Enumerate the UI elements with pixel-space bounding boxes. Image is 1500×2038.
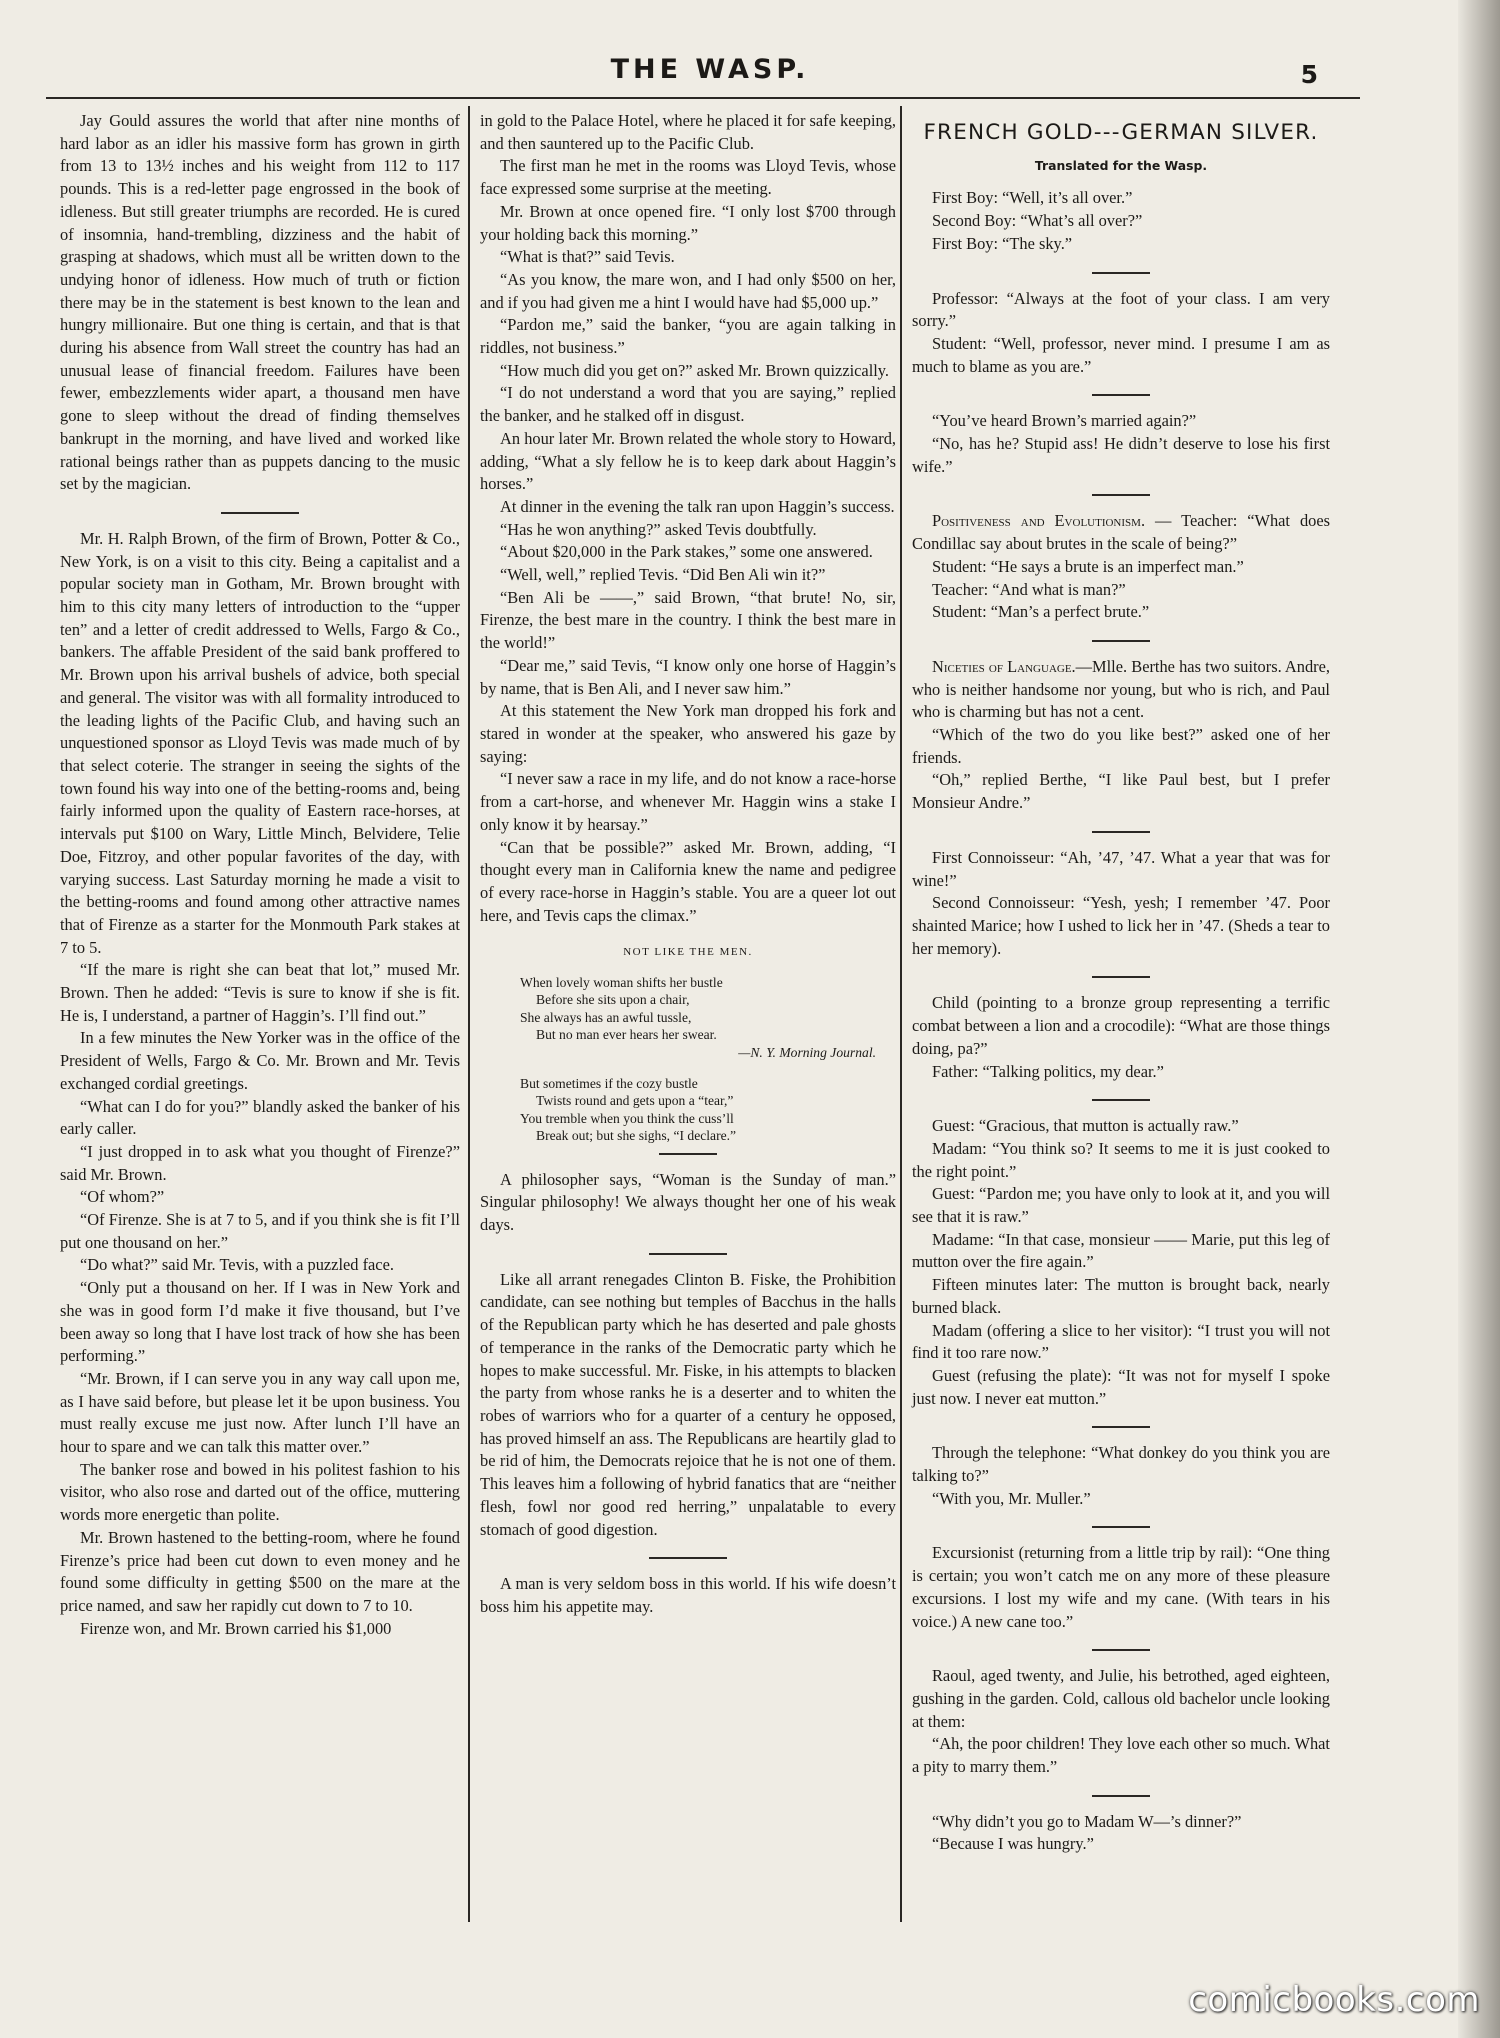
paragraph: “Only put a thousand on her. If I was in New York and she was in good form I’d make it five thousand, but I’ve been away so long that I have lost track of how she has been performing.” [60, 1278, 460, 1366]
section-separator [659, 1153, 717, 1155]
dialog-line: Second Boy: “What’s all over?” [932, 211, 1143, 231]
dialog-text: —Mlle. Berthe has two suitors. Andre, who is neither handsome nor young, but who is rich, and Paul who is charming but has not a cent. [912, 656, 1330, 722]
section-separator [221, 512, 299, 514]
paragraph: “Ben Ali be ——,” said Brown, “that brute! No, sir, Firenze, the best mare in the country. I think the best mare in the world!” [480, 587, 896, 653]
dialog-line: Father: “Talking politics, my dear.” [932, 1061, 1164, 1081]
dialog-line: “Ah, the poor children! They love each other so much. What a pity to marry them.” [912, 1734, 1330, 1777]
section-separator [1092, 1526, 1150, 1528]
section-title: FRENCH GOLD---GERMAN SILVER. [923, 120, 1319, 145]
section-separator [1092, 272, 1150, 274]
column-1 [60, 110, 460, 1640]
dialog-line: Second Connoisseur: “Yesh, yesh; I remember ’47. Poor shainted Marice; how I ushed to lick her in ’47. (Sheds a tear to her memory). [912, 893, 1330, 958]
poem-line: Twists round and gets upon a “tear,” [536, 1093, 734, 1109]
item-heading: Positiveness and Evolutionism. [932, 511, 1146, 531]
section-separator [1092, 494, 1150, 496]
paragraph: At this statement the New York man dropped his fork and stared in wonder at the speaker, who answered his gaze by saying: [480, 701, 896, 766]
column-divider-1 [468, 106, 470, 1922]
paragraph: “As you know, the mare won, and I had only $500 on her, and if you had given me a hint I would have had $5,000 up.” [480, 269, 896, 312]
poem-line: But sometimes if the cozy bustle [520, 1076, 698, 1092]
dialog-line: Madam (offering a slice to her visitor): “I trust you will not find it too rare now.” [912, 1320, 1330, 1363]
dialog-line: Child (pointing to a bronze group representing a terrific combat between a lion and a crocodile): “What are those things doing, pa?” [912, 993, 1330, 1058]
paragraph: At dinner in the evening the talk ran upon Haggin’s success. [500, 496, 895, 516]
section-separator [1092, 1795, 1150, 1797]
poem-line: She always has an awful tussle, [520, 1009, 692, 1025]
paragraph: A philosopher says, “Woman is the Sunday of man.” Singular philosophy! We always thought her one of his weak days. [480, 1169, 896, 1235]
dialog-line [912, 656, 1330, 724]
dialog-line: “Because I was hungry.” [932, 1834, 1094, 1854]
paragraph: “About $20,000 in the Park stakes,” some one answered. [500, 542, 873, 562]
page-number: 5 [1300, 60, 1318, 89]
dialog-line: Teacher: “And what is man?” [932, 579, 1126, 599]
poem-title: NOT LIKE THE MEN. [623, 946, 753, 959]
item-heading: Niceties of Language. [932, 656, 1076, 676]
dialog-line: Student: “He says a brute is an imperfect man.” [932, 556, 1244, 576]
column-divider-2 [900, 106, 902, 1922]
page-edge-shadow [1458, 0, 1500, 2038]
paragraph: “Well, well,” replied Tevis. “Did Ben Ali win it?” [500, 565, 826, 585]
dialog-line: Professor: “Always at the foot of your class. I am very sorry.” [912, 288, 1330, 331]
header-rule [46, 97, 1360, 99]
paragraph: in gold to the Palace Hotel, where he placed it for safe keeping, and then sauntered up to the Pacific Club. [480, 111, 896, 153]
paragraph: “I just dropped in to ask what you thought of Firenze?” said Mr. Brown. [60, 1141, 460, 1184]
dialog-line: Raoul, aged twenty, and Julie, his betrothed, aged eighteen, gushing in the garden. Cold, callous old bachelor uncle looking at them: [912, 1666, 1330, 1731]
paragraph: In a few minutes the New Yorker was in the office of the President of Wells, Fargo & Co. Mr. Brown and Mr. Tevis exchanged cordial greetings. [60, 1028, 460, 1093]
dialog-line: Through the telephone: “What donkey do you think you are talking to?” [912, 1443, 1330, 1486]
poem-line: Break out; but she sighs, “I declare.” [536, 1128, 737, 1144]
section-separator [649, 1557, 727, 1559]
dialog-line: Guest (refusing the plate): “It was not for myself I spoke just now. I never eat mutton.” [912, 1365, 1330, 1408]
paragraph: Like all arrant renegades Clinton B. Fiske, the Prohibition candidate, can see nothing but temples of Bacchus in the halls of the Republican party which he has deserted and pale ghosts of temperance in the ranks of the Democratic party which he hopes to make successful. Mr. Fiske, in his attempts to blacken the party from whose ranks he is a deserter and to whiten the robes of warriors who for a quarter of a century he opposed, has proved himself an ass. The Republicans are heartily glad to be rid of him, the Democrats rejoice that he is not one of them. This leaves him a following of hybrid fanatics that are “neither flesh, fowl nor good red herring,” unpalatable to every stomach of good digestion. [480, 1269, 896, 1539]
paragraph: “Dear me,” said Tevis, “I know only one horse of Haggin’s by name, that is Ben Ali, and I never saw him.” [480, 655, 896, 698]
section-separator [1092, 1649, 1150, 1651]
paragraph: The first man he met in the rooms was Lloyd Tevis, whose face expressed some surprise at the meeting. [480, 156, 896, 199]
section-separator [1092, 831, 1150, 833]
dialog-line: “Which of the two do you like best?” asked one of her friends. [912, 725, 1330, 767]
section-separator [649, 1253, 727, 1255]
paragraph: “Mr. Brown, if I can serve you in any way call upon me, as I have said before, but please let it be upon business. You must really excuse me just now. After lunch I’ll have an hour to spare and we can talk this matter over.” [60, 1368, 460, 1457]
paragraph: Mr. Brown at once opened fire. “I only lost $700 through your holding back this morning.” [480, 201, 896, 244]
section-separator [1092, 394, 1150, 396]
poem-attribution: —N. Y. Morning Journal. [738, 1044, 876, 1060]
poem-line: You tremble when you think the cuss’ll [520, 1110, 734, 1126]
paragraph: “If the mare is right she can beat that lot,” mused Mr. Brown. Then he added: “Tevis is sure to know if she is fit. He is, I understand, a partner of Haggin’s. I’ll find out.” [60, 960, 460, 1025]
section-subtitle: Translated for the Wasp. [1034, 157, 1208, 173]
paragraph: A man is very seldom boss in this world. If his wife doesn’t boss him his appetite may. [480, 1574, 896, 1616]
column-3 [912, 110, 1330, 1856]
paragraph: “I never saw a race in my life, and do not know a race-horse from a cart-horse, and whenever Mr. Haggin wins a stake I only know it by hearsay.” [480, 769, 896, 834]
paragraph: “How much did you get on?” asked Mr. Brown quizzically. [500, 360, 890, 380]
paragraph: “Do what?” said Mr. Tevis, with a puzzled face. [80, 1255, 394, 1275]
dialog-line: “Oh,” replied Berthe, “I like Paul best, but I prefer Monsieur Andre.” [912, 770, 1330, 813]
paragraph: Mr. Brown hastened to the betting-room, where he found Firenze’s price had been cut down to even money and he found some difficulty in getting $500 on the mare at the price named, and saw her rapidly cut down to 7 to 10. [60, 1527, 460, 1615]
dialog-line: “No, has he? Stupid ass! He didn’t deserve to lose his first wife.” [912, 434, 1330, 476]
dialog-line: Fifteen minutes later: The mutton is brought back, nearly burned black. [912, 1275, 1330, 1317]
watermark: comicbooks.com [1188, 1980, 1480, 2020]
dialog-line: Madame: “In that case, monsieur —— Marie, put this leg of mutton over the fire again.” [912, 1229, 1330, 1272]
dialog-line: First Connoisseur: “Ah, ’47, ’47. What a year that was for wine!” [912, 847, 1330, 890]
dialog-line: Guest: “Pardon me; you have only to look at it, and you will see that it is raw.” [912, 1184, 1330, 1227]
paragraph: “Has he won anything?” asked Tevis doubtfully. [500, 519, 817, 539]
paragraph: Firenze won, and Mr. Brown carried his $1,000 [80, 1618, 392, 1638]
section-separator [1092, 976, 1150, 978]
paragraph: “Of whom?” [80, 1187, 165, 1207]
dialog-line [912, 510, 1330, 555]
poem-line: But no man ever hears her swear. [536, 1027, 717, 1043]
paragraph: The banker rose and bowed in his politest fashion to his visitor, who also rose and darted out of the office, muttering words more energetic than polite. [60, 1459, 460, 1525]
poem-line: When lovely woman shifts her bustle [520, 975, 723, 991]
section-separator [1092, 1099, 1150, 1101]
dialog-line: Madam: “You think so? It seems to me it is just cooked to the right point.” [912, 1138, 1330, 1181]
paragraph: “What is that?” said Tevis. [500, 247, 675, 267]
dialog-line: Excursionist (returning from a little trip by rail): “One thing is certain; you won’t catch me on any more of these pleasure excursions. I lost my wife and my cane. (With tears in his voice.) A new cane too.” [912, 1543, 1330, 1631]
poem-line: Before she sits upon a chair, [536, 992, 690, 1008]
dialog-line: First Boy: “The sky.” [932, 233, 1073, 253]
column-2 [480, 110, 896, 1619]
dialog-line: Student: “Well, professor, never mind. I presume I am as much to blame as you are.” [912, 333, 1330, 376]
paragraph: An hour later Mr. Brown related the whole story to Howard, adding, “What a sly fellow he is to keep dark about Haggin’s horses.” [480, 428, 896, 494]
dialog-line: Guest: “Gracious, that mutton is actually raw.” [932, 1116, 1239, 1136]
paragraph: “I do not understand a word that you are saying,” replied the banker, and he stalked off in disgust. [480, 383, 896, 426]
paragraph: “Pardon me,” said the banker, “you are again talking in riddles, not business.” [480, 315, 896, 358]
dialog-line: “You’ve heard Brown’s married again?” [932, 411, 1197, 431]
paragraph: Mr. H. Ralph Brown, of the firm of Brown, Potter & Co., New York, is on a visit to this city. Being a capitalist and a popular society man in Gotham, Mr. Brown brought with him to this city many letters of introduction to the “upper ten” and a letter of credit addressed to Wells, Fargo & Co., bankers. The affable President of the said bank proffered to Mr. Brown upon his arrival bushels of advice, both special and general. The visitor was with all formality introduced to the leading lights of the Pacific Club, and having such an unquestioned sponsor as Lloyd Tevis was made much of by that select coterie. The stranger in seeing the sights of the town found his way into one of the betting-rooms and, being fairly informed upon the quality of Eastern race-horses, at intervals put $100 on Wary, Little Minch, Belvidere, Telie Doe, Fitzroy, and other popular favorites of the day, with varying success. Last Saturday morning he made a visit to the betting-rooms and found among other attractive names that of Firenze as a starter for the Monmouth Park stakes at 7 to 5. [60, 528, 460, 957]
dialog-line: Student: “Man’s a perfect brute.” [932, 602, 1150, 622]
section-separator [1092, 1426, 1150, 1428]
paragraph: “Of Firenze. She is at 7 to 5, and if you think she is fit I’ll put one thousand on her.” [60, 1210, 460, 1252]
masthead-title: THE WASP. [610, 54, 810, 85]
paragraph: Jay Gould assures the world that after nine months of hard labor as an idler his massive form has grown in girth from 13 to 13½ inches and his weight from 112 to 117 pounds. This is a red-letter page engrossed in the book of idleness. But still greater triumphs are recorded. He is cured of insomnia, hand-trembling, dizziness and the habit of grasping at shadows, which must all be written down to the undying honor of idleness. How much of truth or fiction there may be in the statement is best known to the lean and hungry millionaire. But one thing is certain, and that is that during his absence from Wall street the country has had an unusual lease of financial freedom. Failures have been fewer, embezzlements wider apart, a thousand men have gone to sleep without the dread of finding themselves bankrupt in the morning, and have lived and worked like rational beings rather than as puppets dancing to the music set by the magician. [60, 111, 460, 494]
section-separator [1092, 640, 1150, 642]
poem [480, 974, 896, 1145]
dialog-line: “With you, Mr. Muller.” [932, 1488, 1091, 1508]
dialog-line: First Boy: “Well, it’s all over.” [932, 188, 1133, 208]
paragraph: “What can I do for you?” blandly asked the banker of his early caller. [60, 1096, 460, 1139]
paragraph: “Can that be possible?” asked Mr. Brown, adding, “I thought every man in California knew the name and pedigree of every race-horse in Haggin’s stable. You are a queer lot out here, and Tevis caps the climax.” [480, 837, 896, 925]
dialog-line: “Why didn’t you go to Madam W—’s dinner?” [932, 1811, 1242, 1831]
dialog-text: — Teacher: “What does Condillac say about brutes in the scale of being?” [912, 511, 1330, 554]
